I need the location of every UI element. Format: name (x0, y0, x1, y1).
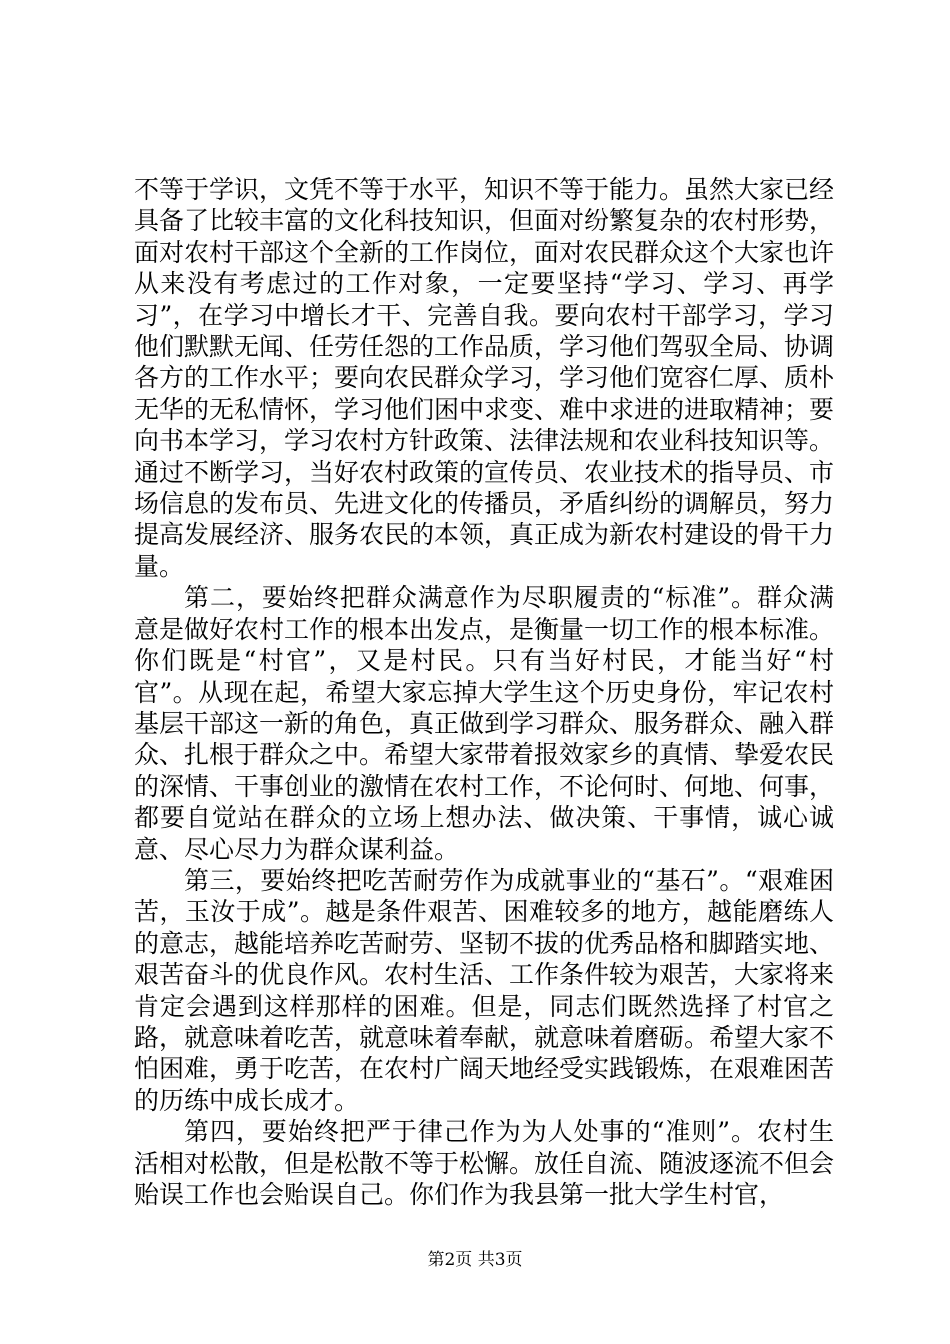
page-number-footer: 第2页 共3页 (427, 1250, 523, 1270)
document-body (134, 174, 834, 1210)
paragraph-fourth-principle: 第四，要始终把严于律己作为为人处事的“准则”。农村生活相对松散，但是松散不等于松懈。放任自流、随波逐流不但会贻误工作也会贻误自己。你们作为我县第一批大学生村官， (134, 1117, 835, 1209)
paragraph-third-cornerstone: 第三，要始终把吃苦耐劳作为成就事业的“基石”。“艰难困苦，玉汝于成”。越是条件艰苦、困难较多的地方，越能磨练人的意志，越能培养吃苦耐劳、坚韧不拔的优秀品格和脚踏实地、艰苦奋斗的优良作风。农村生活、工作条件较为艰苦，大家将来肯定会遇到这样那样的困难。但是，同志们既然选择了村官之路，就意味着吃苦，就意味着奉献，就意味着磨砺。希望大家不怕困难，勇于吃苦，在农村广阔天地经受实践锻炼，在艰难困苦的历练中成长成才。 (134, 865, 835, 1115)
paragraph-continued: 不等于学识，文凭不等于水平，知识不等于能力。虽然大家已经具备了比较丰富的文化科技知识，但面对纷繁复杂的农村形势，面对农村干部这个全新的工作岗位，面对农民群众这个大家也许从来没有考虑过的工作对象，一定要坚持“学习、学习、再学习”，在学习中增长才干、完善自我。要向农村干部学习，学习他们默默无闻、任劳任怨的工作品质，学习他们驾驭全局、协调各方的工作水平；要向农民群众学习，学习他们宽容仁厚、质朴无华的无私情怀，学习他们困中求变、难中求进的进取精神；要向书本学习，学习农村方针政策、法律法规和农业科技知识等。通过不断学习，当好农村政策的宣传员、农业技术的指导员、市场信息的发布员、先进文化的传播员，矛盾纠纷的调解员，努力提高发展经济、服务农民的本领，真正成为新农村建设的骨干力量。 (134, 175, 835, 581)
paragraph-second-standard: 第二，要始终把群众满意作为尽职履责的“标准”。群众满意是做好农村工作的根本出发点，是衡量一切工作的根本标准。你们既是“村官”，又是村民。只有当好村民，才能当好“村官”。从现在起，希望大家忘掉大学生这个历史身份，牢记农村基层干部这一新的角色，真正做到学习群众、服务群众、融入群众、扎根于群众之中。希望大家带着报效家乡的真情、挚爱农民的深情、干事创业的激情在农村工作，不论何时、何地、何事，都要自觉站在群众的立场上想办法、做决策、干事情，诚心诚意、尽心尽力为群众谋利益。 (134, 583, 835, 864)
